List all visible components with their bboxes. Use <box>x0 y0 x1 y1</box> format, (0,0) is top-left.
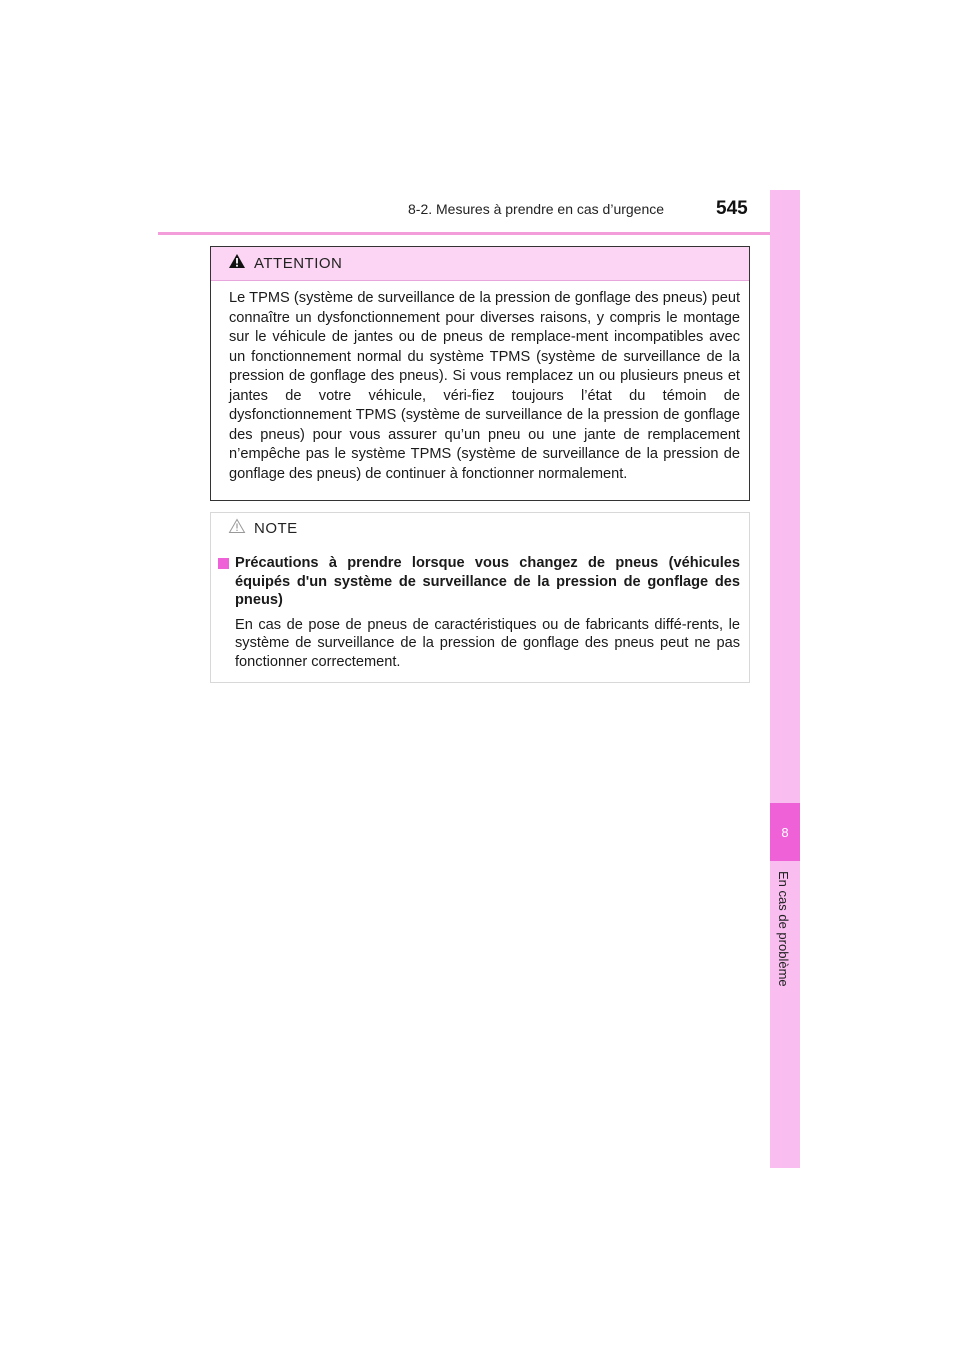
attention-box <box>210 246 750 501</box>
note-body <box>211 543 749 671</box>
page-number: 545 <box>716 198 748 219</box>
chapter-side-tab <box>770 190 800 1168</box>
note-heading-text: Précautions à prendre lorsque vous changez de pneus (véhicules équipés d'un système de surveillance de la pression de gonflage des pneus) <box>235 555 740 608</box>
chapter-label: En cas de problème <box>776 871 791 987</box>
attention-header <box>211 247 749 281</box>
note-box <box>210 512 750 683</box>
note-title: NOTE <box>254 519 298 537</box>
attention-text: Le TPMS (système de surveillance de la pression de gonflage des pneus) peut connaître un dysfonctionnement pour diverses raisons, y compris le montage sur le véhicule de jantes ou de pneus de remplace-ment incompatibles avec un fonctionnement normal du système TPMS (système de surveillance de la pression de gonflage des pneus). Si vous remplacez un ou plusieurs pneus et jantes de votre véhicule, véri-fiez toujours l’état du témoin de dysfonctionnement TPMS (système de surveillance de la pression de gonflage des pneus) pour vous assurer qu’un pneu ou une jante de remplacement n’empêche pas le système TPMS (système de surveillance de la pression de gonflage des pneus) de continuer à fonctionner normalement. <box>229 290 740 482</box>
section-title: 8-2. Mesures à prendre en cas d’urgence <box>408 201 665 217</box>
note-text: En cas de pose de pneus de caractéristiques ou de fabricants diffé-rents, le système de surveillance de la pression de gonflage des pneus peut ne pas fonctionner correctement. <box>235 616 740 670</box>
note-header <box>211 513 749 543</box>
attention-title: ATTENTION <box>254 255 343 272</box>
note-heading <box>218 554 740 610</box>
warning-triangle-outline-icon <box>228 518 246 539</box>
header-rule <box>158 232 770 235</box>
warning-triangle-filled-icon <box>228 253 246 274</box>
chapter-number-tab: 8 <box>770 803 800 861</box>
square-bullet-icon <box>218 558 229 569</box>
